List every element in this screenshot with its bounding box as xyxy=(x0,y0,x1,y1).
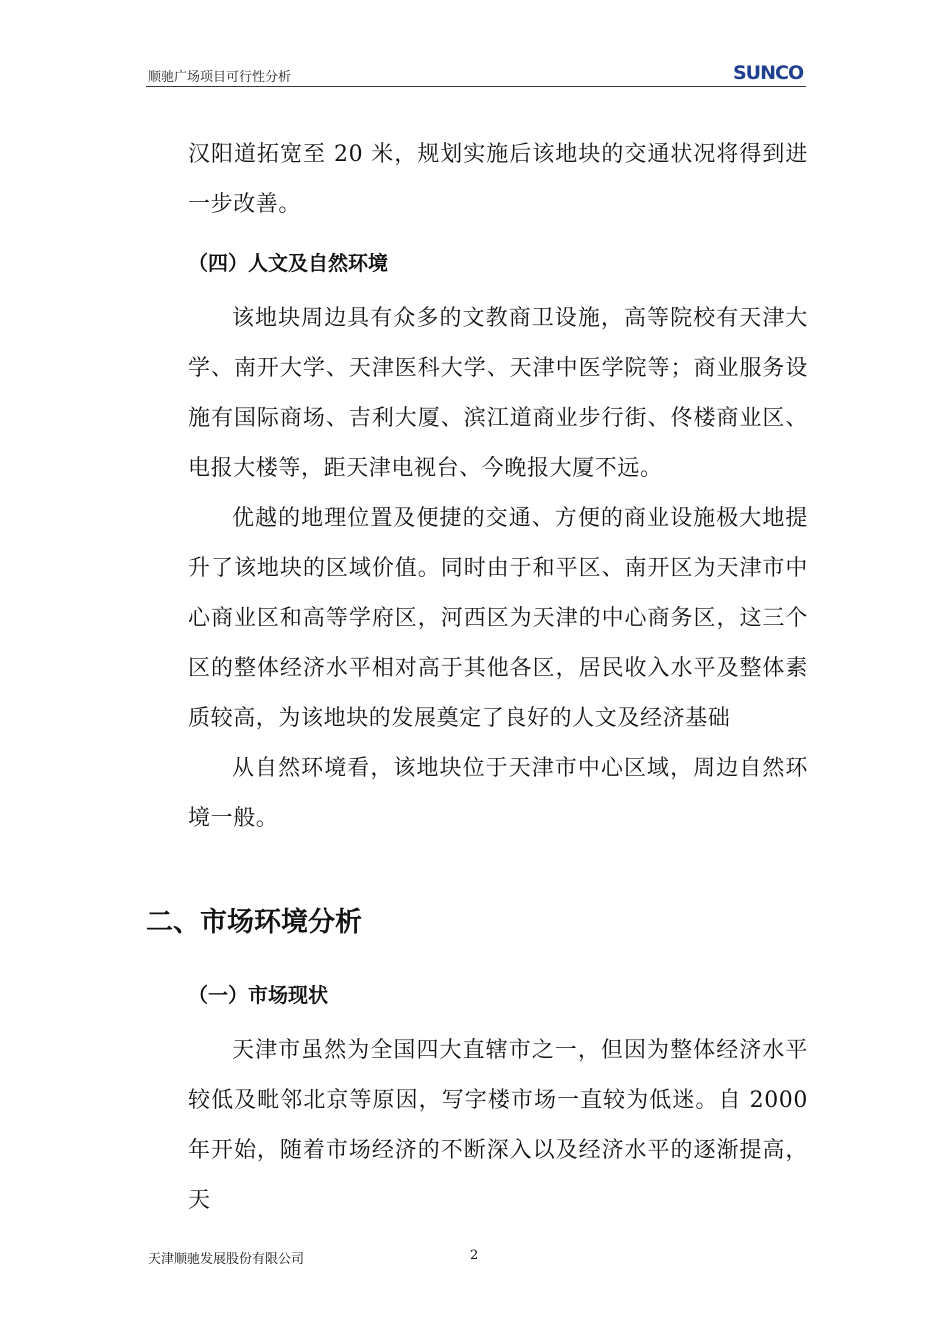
section-b-body xyxy=(188,970,808,1226)
section-title-market-analysis: 二、市场环境分析 xyxy=(146,907,362,938)
paragraph-location-value: 优越的地理位置及便捷的交通、方便的商业设施极大地提升了该地块的区域价值。同时由于和平区、南开区为天津市中心商业区和高等学府区，河西区为天津的中心商务区，这三个区的整体经济水平相对高于其他各区，居民收入水平及整体素质较高，为该地块的发展奠定了良好的人文及经济基础 xyxy=(188,506,808,731)
paragraph-facilities: 该地块周边具有众多的文教商卫设施，高等院校有天津大学、南开大学、天津医科大学、天津中医学院等；商业服务设施有国际商场、吉利大厦、滨江道商业步行街、佟楼商业区、电报大楼等，距天津电视台、今晚报大厦不远。 xyxy=(188,306,808,481)
sunco-logo xyxy=(733,62,803,84)
header-divider xyxy=(146,86,806,87)
subheading-humanities-environment: （四）人文及自然环境 xyxy=(188,251,388,275)
paragraph-natural-environment: 从自然环境看，该地块位于天津市中心区域，周边自然环境一般。 xyxy=(188,756,808,831)
header-document-title: 顺驰广场项目可行性分析 xyxy=(148,70,292,85)
continuation-paragraph: 汉阳道拓宽至 20 米，规划实施后该地块的交通状况将得到进一步改善。 xyxy=(188,142,808,217)
section-a-body xyxy=(188,130,808,844)
page-number: 2 xyxy=(470,1248,479,1263)
footer-company-name: 天津顺驰发展股份有限公司 xyxy=(148,1252,305,1267)
subheading-market-status: （一）市场现状 xyxy=(188,983,328,1007)
paragraph-market-status: 天津市虽然为全国四大直辖市之一，但因为整体经济水平较低及毗邻北京等原因，写字楼市场一直较为低迷。自 2000 年开始，随着市场经济的不断深入以及经济水平的逐渐提高，天 xyxy=(188,1038,808,1213)
logo-wordmark: SUNCO xyxy=(733,62,804,84)
